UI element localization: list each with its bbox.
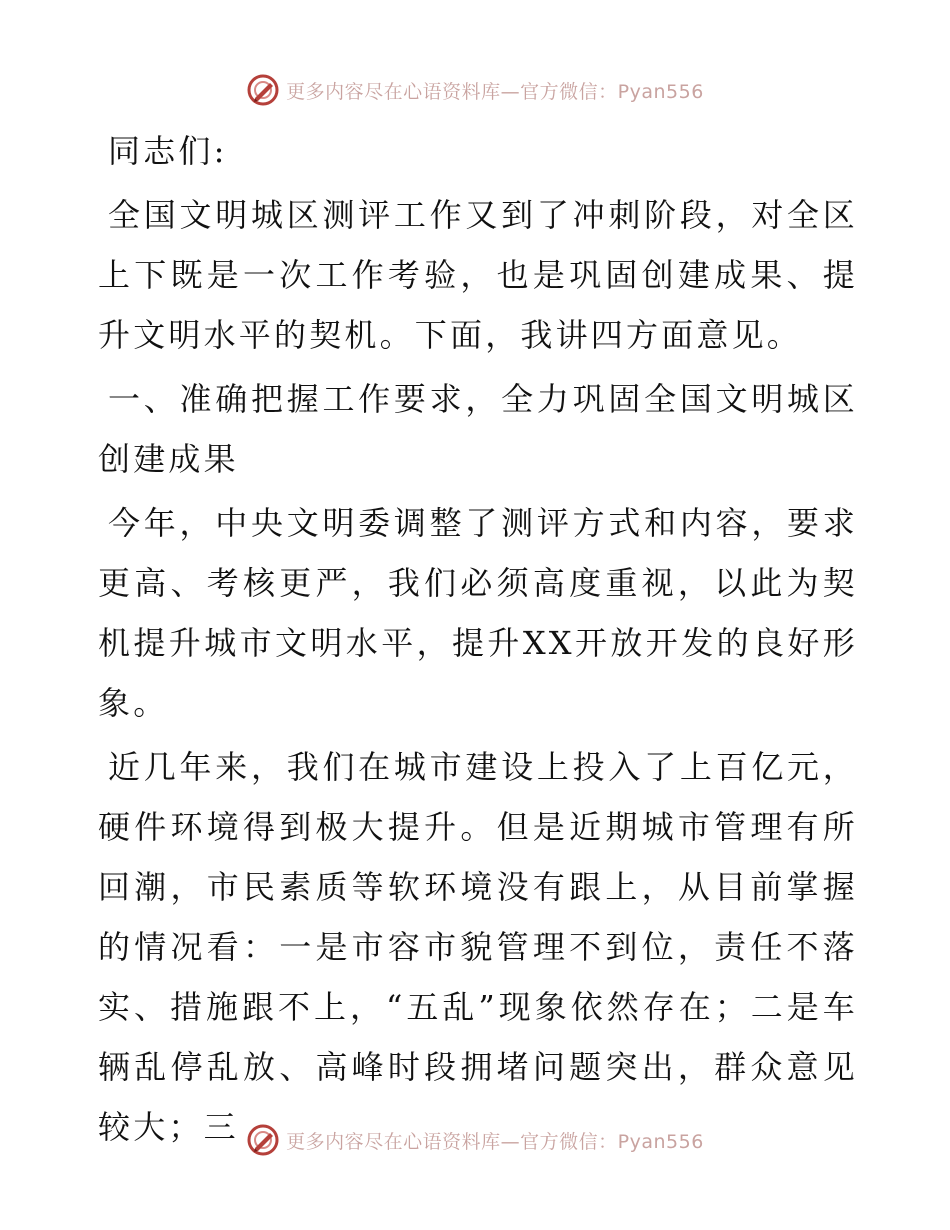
watermark-text: 更多内容尽在心语资料库—官方微信：Pyan556 xyxy=(286,1130,704,1153)
footer-watermark xyxy=(0,1120,950,1160)
pen-circle-logo-icon xyxy=(246,73,280,107)
header-watermark xyxy=(0,70,950,110)
section-heading-1: 一、准确把握工作要求，全力巩固全国文明城区创建成果 xyxy=(98,380,858,478)
watermark-text: 更多内容尽在心语资料库—官方微信：Pyan556 xyxy=(286,80,704,103)
document-body xyxy=(98,121,858,1157)
pen-circle-logo-icon xyxy=(246,1123,280,1157)
paragraph-situation: 近几年来，我们在城市建设上投入了上百亿元，硬件环境得到极大提升。但是近期城市管理有所回潮，市民素质等软环境没有跟上，从目前掌握的情况看：一是市容市貌管理不到位，责任不落实、措施跟不上，“五乱”现象依然存在；二是车辆乱停乱放、高峰时段拥堵问题突出，群众意见较大；三 xyxy=(98,748,858,1146)
salutation: 同志们: xyxy=(108,132,228,170)
paragraph-intro: 全国文明城区测评工作又到了冲刺阶段，对全区上下既是一次工作考验，也是巩固创建成果、提升文明水平的契机。下面，我讲四方面意见。 xyxy=(98,196,858,354)
paragraph-requirements: 今年，中央文明委调整了测评方式和内容，要求更高、考核更严，我们必须高度重视，以此为契机提升城市文明水平，提升XX开放开发的良好形象。 xyxy=(98,504,858,722)
